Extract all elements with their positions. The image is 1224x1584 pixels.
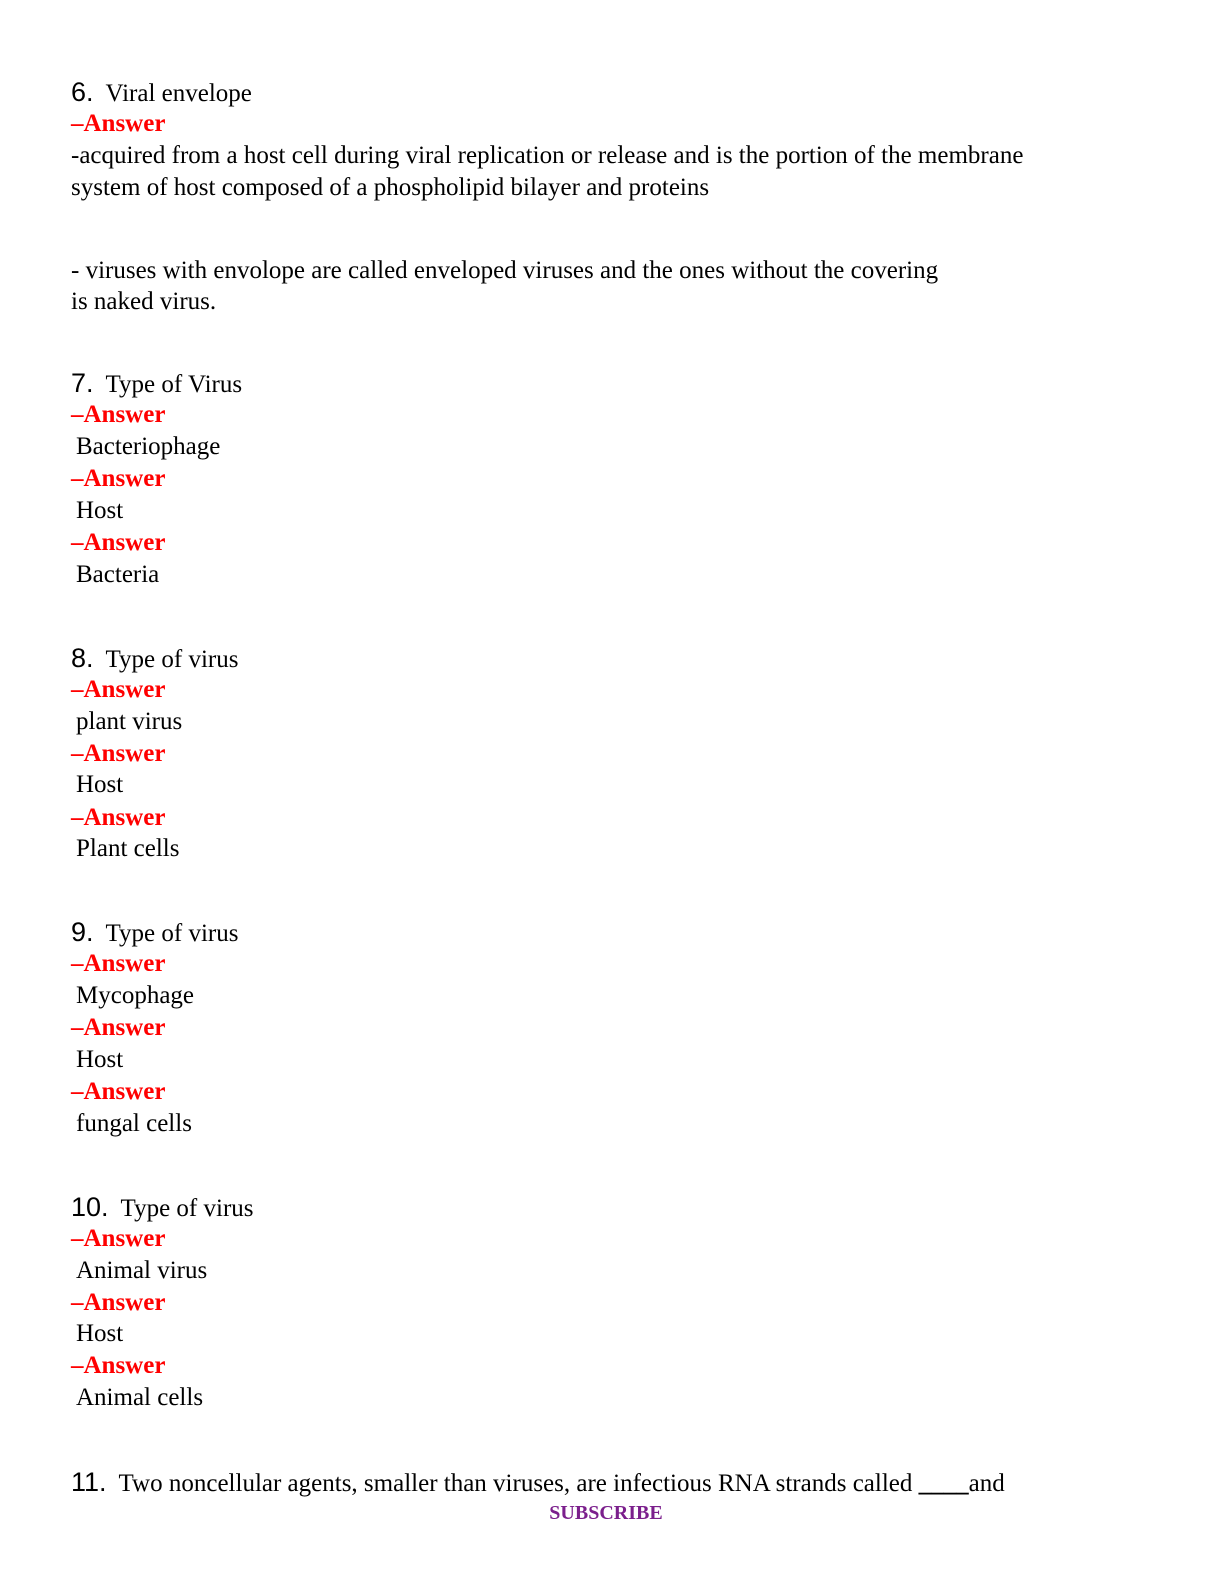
answer-text: Animal virus: [76, 1257, 208, 1284]
answer-label: –Answer: [71, 401, 166, 428]
subscribe-link[interactable]: SUBSCRIBE: [549, 1502, 663, 1524]
q10-heading: [71, 1191, 254, 1225]
answer-text: Host: [76, 497, 124, 524]
question-title: Viral envelope: [105, 80, 252, 107]
q11-heading: [71, 1466, 1005, 1500]
answer-label: –Answer: [71, 676, 166, 703]
answer-text: Bacteria: [76, 561, 160, 588]
answer-text: Host: [76, 1046, 124, 1073]
answer-label: –Answer: [71, 804, 166, 831]
question-number: 9.: [71, 917, 94, 947]
q7-heading: [71, 367, 242, 401]
answer-text: Bacteriophage: [76, 433, 221, 460]
answer-label: –Answer: [71, 740, 166, 767]
question-tail: and: [968, 1470, 1005, 1497]
question-number: 8.: [71, 643, 94, 673]
question-number: 6.: [71, 77, 94, 107]
answer-label: –Answer: [71, 465, 166, 492]
answer-text: system of host composed of a phospholipid bilayer and proteins: [71, 174, 710, 201]
answer-text: - viruses with envolope are called enveloped viruses and the ones without the covering: [71, 257, 939, 284]
question-number: 11.: [71, 1467, 107, 1497]
answer-text: Host: [76, 1320, 124, 1347]
q9-heading: [71, 916, 238, 950]
question-title: Type of virus: [105, 920, 239, 947]
answer-text: Animal cells: [76, 1384, 204, 1411]
answer-text: is naked virus.: [71, 288, 217, 315]
answer-label: –Answer: [71, 529, 166, 556]
answer-label: –Answer: [71, 1289, 166, 1316]
question-title: Type of Virus: [105, 371, 243, 398]
answer-text: fungal cells: [76, 1110, 192, 1137]
answer-label: –Answer: [71, 1225, 166, 1252]
answer-text: plant virus: [76, 708, 183, 735]
answer-label: –Answer: [71, 1078, 166, 1105]
question-title: Type of virus: [120, 1195, 254, 1222]
question-title: Type of virus: [105, 646, 239, 673]
answer-label: –Answer: [71, 950, 166, 977]
question-text: Two noncellular agents, smaller than viruses, are infectious RNA strands called: [118, 1470, 913, 1497]
answer-label: –Answer: [71, 1014, 166, 1041]
question-number: 7.: [71, 368, 94, 398]
answer-label: –Answer: [71, 1352, 166, 1379]
answer-text: Host: [76, 771, 124, 798]
question-number: 10.: [71, 1192, 109, 1222]
fill-in-blank: ____: [918, 1470, 969, 1497]
q8-heading: [71, 642, 238, 676]
answer-text: Plant cells: [76, 835, 180, 862]
answer-label: –Answer: [71, 110, 166, 137]
answer-text: Mycophage: [76, 982, 195, 1009]
q6-heading: [71, 76, 252, 110]
answer-text: -acquired from a host cell during viral replication or release and is the portion of the membrane: [71, 142, 1024, 169]
